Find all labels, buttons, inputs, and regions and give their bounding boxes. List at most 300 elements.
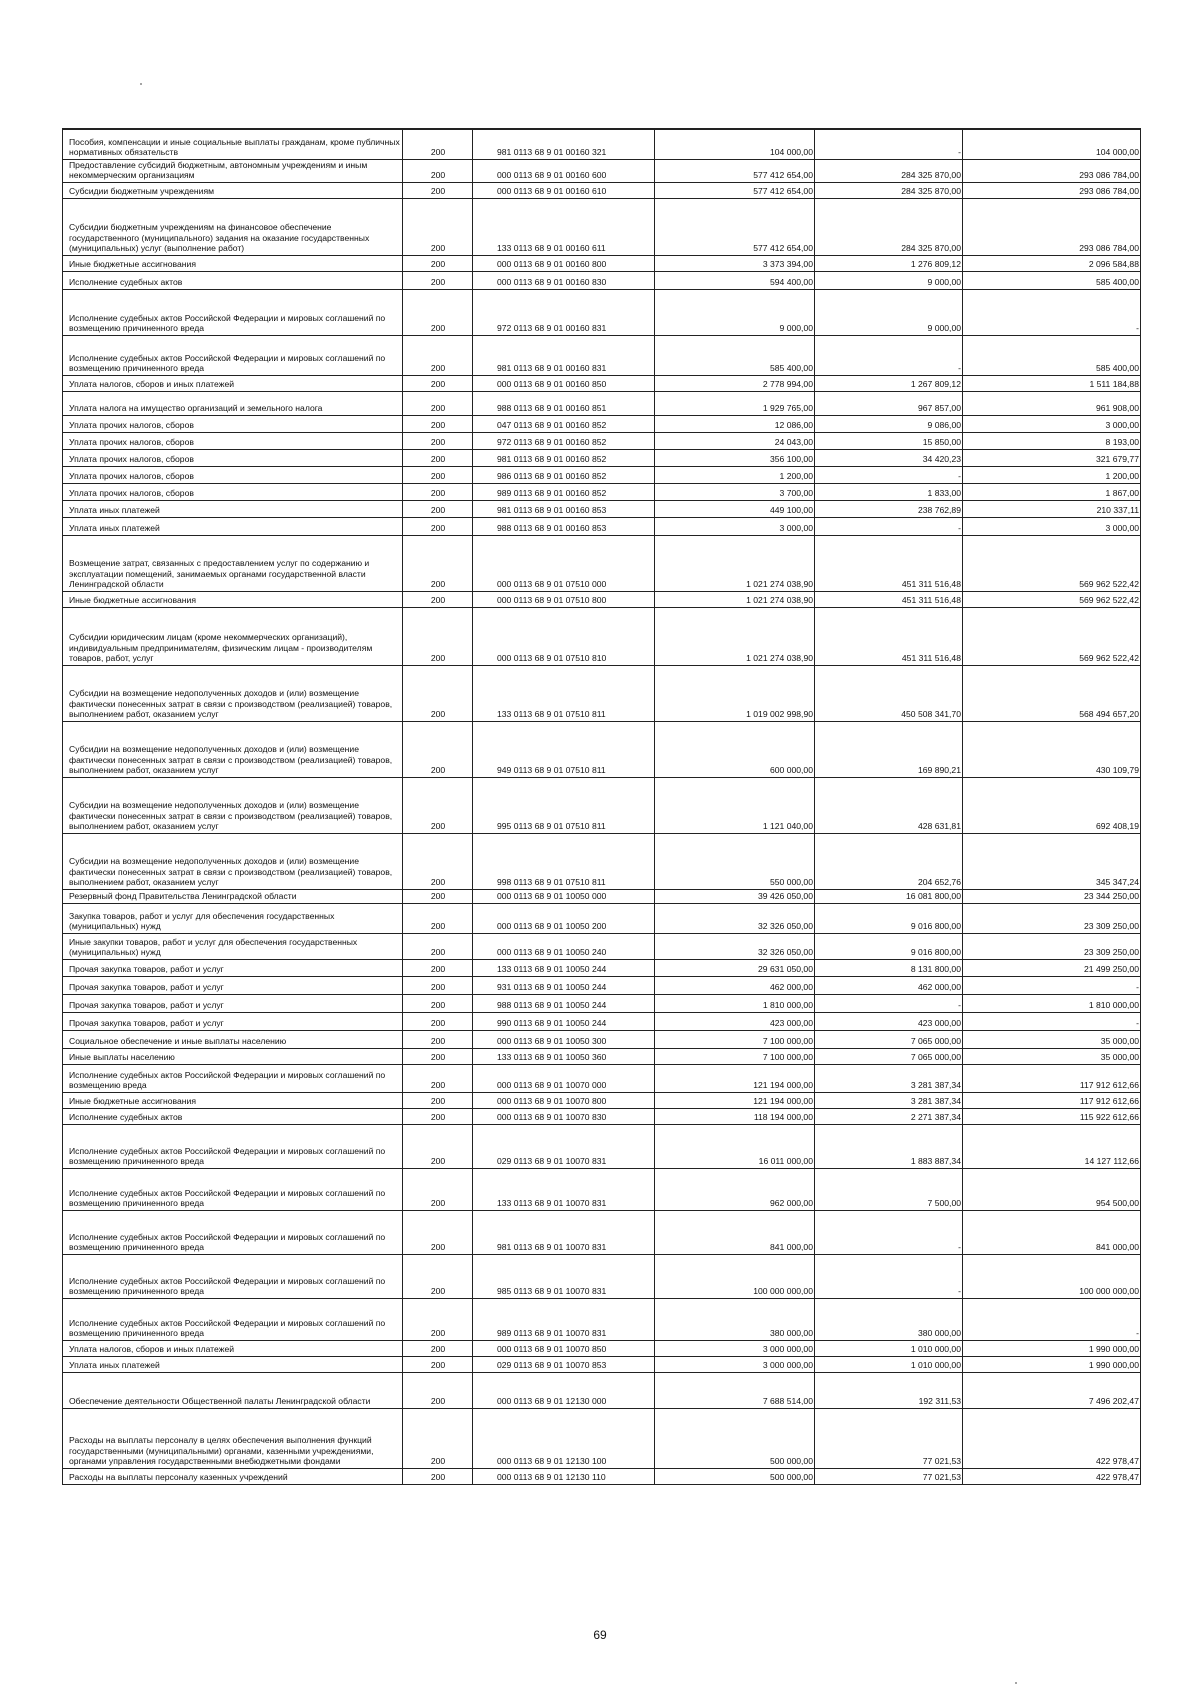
row-approved-amount: 3 000 000,00	[655, 1340, 815, 1356]
row-remaining-amount: 1 867,00	[963, 483, 1141, 500]
row-executed-amount: 451 311 516,48	[815, 535, 963, 591]
row-remaining-amount: 7 496 202,47	[963, 1372, 1141, 1408]
row-line-code: 200	[403, 1012, 473, 1030]
row-approved-amount: 32 326 050,00	[655, 933, 815, 959]
row-approved-amount: 104 000,00	[655, 129, 815, 159]
row-budget-code: 949 0113 68 9 01 07510 811	[473, 721, 655, 777]
row-budget-code: 133 0113 68 9 01 10070 831	[473, 1168, 655, 1210]
row-budget-code: 931 0113 68 9 01 10050 244	[473, 976, 655, 994]
row-remaining-amount: 115 922 612,66	[963, 1108, 1141, 1124]
page-number: 69	[593, 1628, 607, 1642]
row-approved-amount: 29 631 050,00	[655, 959, 815, 976]
row-executed-amount: 9 000,00	[815, 271, 963, 289]
table-body	[63, 129, 1141, 1484]
row-line-code: 200	[403, 607, 473, 665]
row-line-code: 200	[403, 1064, 473, 1092]
row-line-code: 200	[403, 833, 473, 889]
row-remaining-amount: 569 962 522,42	[963, 591, 1141, 607]
row-remaining-amount: 117 912 612,66	[963, 1092, 1141, 1108]
table-row	[63, 607, 1141, 665]
row-line-code: 200	[403, 1108, 473, 1124]
row-remaining-amount: 23 309 250,00	[963, 903, 1141, 933]
row-executed-amount: 1 883 887,34	[815, 1124, 963, 1168]
row-remaining-amount: 1 810 000,00	[963, 994, 1141, 1012]
row-name: Обеспечение деятельности Общественной палаты Ленинградской области	[63, 1372, 403, 1408]
row-remaining-amount: 23 309 250,00	[963, 933, 1141, 959]
row-executed-amount: 169 890,21	[815, 721, 963, 777]
row-remaining-amount: 8 193,00	[963, 432, 1141, 449]
table-row	[63, 375, 1141, 391]
row-approved-amount: 118 194 000,00	[655, 1108, 815, 1124]
row-name: Социальное обеспечение и иные выплаты населению	[63, 1030, 403, 1048]
row-budget-code: 133 0113 68 9 01 10050 360	[473, 1048, 655, 1064]
table-row	[63, 1108, 1141, 1124]
table-row	[63, 535, 1141, 591]
row-executed-amount: -	[815, 466, 963, 483]
row-name: Уплата налогов, сборов и иных платежей	[63, 375, 403, 391]
row-executed-amount: -	[815, 335, 963, 375]
table-row	[63, 1124, 1141, 1168]
row-budget-code: 000 0113 68 9 01 10050 240	[473, 933, 655, 959]
table-row	[63, 721, 1141, 777]
row-name: Исполнение судебных актов Российской Федерации и мировых соглашений по возмещению вреда	[63, 1064, 403, 1092]
row-line-code: 200	[403, 1210, 473, 1254]
row-executed-amount: 284 325 870,00	[815, 159, 963, 182]
row-approved-amount: 1 021 274 038,90	[655, 591, 815, 607]
row-line-code: 200	[403, 432, 473, 449]
row-approved-amount: 3 000 000,00	[655, 1356, 815, 1372]
row-executed-amount: 238 762,89	[815, 500, 963, 517]
row-name: Уплата прочих налогов, сборов	[63, 449, 403, 466]
row-name: Исполнение судебных актов Российской Федерации и мировых соглашений по возмещению причиненного вреда	[63, 1210, 403, 1254]
row-name: Субсидии юридическим лицам (кроме некоммерческих организаций), индивидуальным предпринимателям, физическим лицам - производителям товаров, работ, услуг	[63, 607, 403, 665]
row-executed-amount: 428 631,81	[815, 777, 963, 833]
row-line-code: 200	[403, 159, 473, 182]
row-name: Пособия, компенсации и иные социальные выплаты гражданам, кроме публичных нормативных обязательств	[63, 129, 403, 159]
row-executed-amount: 7 065 000,00	[815, 1048, 963, 1064]
row-line-code: 200	[403, 1372, 473, 1408]
row-name: Расходы на выплаты персоналу казенных учреждений	[63, 1468, 403, 1484]
table-row	[63, 1210, 1141, 1254]
row-remaining-amount: 1 990 000,00	[963, 1356, 1141, 1372]
table-row	[63, 432, 1141, 449]
row-executed-amount: -	[815, 1210, 963, 1254]
row-approved-amount: 1 019 002 998,90	[655, 665, 815, 721]
row-line-code: 200	[403, 1356, 473, 1372]
row-budget-code: 981 0113 68 9 01 00160 853	[473, 500, 655, 517]
row-executed-amount: 284 325 870,00	[815, 182, 963, 198]
row-budget-code: 000 0113 68 9 01 10070 800	[473, 1092, 655, 1108]
table-row	[63, 517, 1141, 535]
row-approved-amount: 423 000,00	[655, 1012, 815, 1030]
row-executed-amount: 451 311 516,48	[815, 591, 963, 607]
row-executed-amount: 450 508 341,70	[815, 665, 963, 721]
row-executed-amount: 7 500,00	[815, 1168, 963, 1210]
row-name: Субсидии на возмещение недополученных доходов и (или) возмещение фактически понесенных затрат в связи с производством (реализацией) товаров, выполнением работ, оказанием услуг	[63, 665, 403, 721]
row-name: Уплата налога на имущество организаций и земельного налога	[63, 391, 403, 415]
row-executed-amount: -	[815, 129, 963, 159]
row-name: Уплата прочих налогов, сборов	[63, 415, 403, 432]
row-name: Исполнение судебных актов Российской Федерации и мировых соглашений по возмещению причиненного вреда	[63, 289, 403, 335]
table-row	[63, 1408, 1141, 1468]
row-remaining-amount: 345 347,24	[963, 833, 1141, 889]
row-budget-code: 998 0113 68 9 01 07510 811	[473, 833, 655, 889]
row-name: Субсидии на возмещение недополученных доходов и (или) возмещение фактически понесенных затрат в связи с производством (реализацией) товаров, выполнением работ, оказанием услуг	[63, 721, 403, 777]
row-budget-code: 988 0113 68 9 01 00160 853	[473, 517, 655, 535]
row-budget-code: 133 0113 68 9 01 07510 811	[473, 665, 655, 721]
row-approved-amount: 600 000,00	[655, 721, 815, 777]
row-budget-code: 972 0113 68 9 01 00160 831	[473, 289, 655, 335]
budget-execution-table	[62, 128, 1141, 1485]
table-row	[63, 833, 1141, 889]
row-remaining-amount: 569 962 522,42	[963, 535, 1141, 591]
row-name: Исполнение судебных актов Российской Федерации и мировых соглашений по возмещению причиненного вреда	[63, 1254, 403, 1298]
row-remaining-amount: 100 000 000,00	[963, 1254, 1141, 1298]
row-budget-code: 000 0113 68 9 01 10050 200	[473, 903, 655, 933]
table-row	[63, 483, 1141, 500]
row-line-code: 200	[403, 959, 473, 976]
row-line-code: 200	[403, 1340, 473, 1356]
row-approved-amount: 500 000,00	[655, 1408, 815, 1468]
row-approved-amount: 594 400,00	[655, 271, 815, 289]
row-budget-code: 000 0113 68 9 01 10070 850	[473, 1340, 655, 1356]
row-remaining-amount: 430 109,79	[963, 721, 1141, 777]
row-budget-code: 985 0113 68 9 01 10070 831	[473, 1254, 655, 1298]
row-approved-amount: 3 373 394,00	[655, 255, 815, 271]
row-remaining-amount: 585 400,00	[963, 271, 1141, 289]
row-line-code: 200	[403, 721, 473, 777]
row-name: Субсидии бюджетным учреждениям на финансовое обеспечение государственного (муниципального) задания на оказание государственных (муниципальных) услуг (выполнение работ)	[63, 198, 403, 255]
row-budget-code: 986 0113 68 9 01 00160 852	[473, 466, 655, 483]
row-remaining-amount: 293 086 784,00	[963, 159, 1141, 182]
row-executed-amount: 423 000,00	[815, 1012, 963, 1030]
table-row	[63, 1048, 1141, 1064]
table-row	[63, 889, 1141, 903]
row-name: Иные закупки товаров, работ и услуг для обеспечения государственных (муниципальных) нужд	[63, 933, 403, 959]
row-name: Уплата прочих налогов, сборов	[63, 466, 403, 483]
row-name: Прочая закупка товаров, работ и услуг	[63, 994, 403, 1012]
row-line-code: 200	[403, 500, 473, 517]
row-executed-amount: 9 086,00	[815, 415, 963, 432]
row-remaining-amount: 841 000,00	[963, 1210, 1141, 1254]
row-remaining-amount: 35 000,00	[963, 1048, 1141, 1064]
row-budget-code: 000 0113 68 9 01 00160 850	[473, 375, 655, 391]
row-line-code: 200	[403, 391, 473, 415]
row-budget-code: 000 0113 68 9 01 10050 000	[473, 889, 655, 903]
row-budget-code: 000 0113 68 9 01 07510 800	[473, 591, 655, 607]
row-remaining-amount: 21 499 250,00	[963, 959, 1141, 976]
table-row	[63, 777, 1141, 833]
table-row	[63, 1254, 1141, 1298]
row-name: Закупка товаров, работ и услуг для обеспечения государственных (муниципальных) нужд	[63, 903, 403, 933]
row-budget-code: 995 0113 68 9 01 07510 811	[473, 777, 655, 833]
scan-speck	[140, 83, 142, 85]
row-approved-amount: 7 688 514,00	[655, 1372, 815, 1408]
row-remaining-amount: -	[963, 289, 1141, 335]
row-executed-amount: 3 281 387,34	[815, 1064, 963, 1092]
row-approved-amount: 39 426 050,00	[655, 889, 815, 903]
table-row	[63, 591, 1141, 607]
row-line-code: 200	[403, 466, 473, 483]
row-line-code: 200	[403, 129, 473, 159]
row-executed-amount: 3 281 387,34	[815, 1092, 963, 1108]
row-line-code: 200	[403, 1030, 473, 1048]
table-row	[63, 449, 1141, 466]
row-line-code: 200	[403, 255, 473, 271]
row-approved-amount: 356 100,00	[655, 449, 815, 466]
row-executed-amount: 1 267 809,12	[815, 375, 963, 391]
row-approved-amount: 500 000,00	[655, 1468, 815, 1484]
row-line-code: 200	[403, 889, 473, 903]
row-budget-code: 000 0113 68 9 01 12130 000	[473, 1372, 655, 1408]
table-row	[63, 1340, 1141, 1356]
row-executed-amount: 284 325 870,00	[815, 198, 963, 255]
table-row	[63, 129, 1141, 159]
row-remaining-amount: -	[963, 1012, 1141, 1030]
table-row	[63, 198, 1141, 255]
row-approved-amount: 32 326 050,00	[655, 903, 815, 933]
row-remaining-amount: 117 912 612,66	[963, 1064, 1141, 1092]
row-name: Уплата прочих налогов, сборов	[63, 432, 403, 449]
row-name: Резервный фонд Правительства Ленинградской области	[63, 889, 403, 903]
row-approved-amount: 9 000,00	[655, 289, 815, 335]
row-line-code: 200	[403, 517, 473, 535]
row-line-code: 200	[403, 1092, 473, 1108]
table-row	[63, 959, 1141, 976]
row-budget-code: 029 0113 68 9 01 10070 831	[473, 1124, 655, 1168]
row-line-code: 200	[403, 976, 473, 994]
row-approved-amount: 1 929 765,00	[655, 391, 815, 415]
row-budget-code: 000 0113 68 9 01 12130 110	[473, 1468, 655, 1484]
table-row	[63, 255, 1141, 271]
row-line-code: 200	[403, 535, 473, 591]
row-approved-amount: 1 810 000,00	[655, 994, 815, 1012]
row-executed-amount: 1 010 000,00	[815, 1340, 963, 1356]
table-row	[63, 933, 1141, 959]
row-executed-amount: 451 311 516,48	[815, 607, 963, 665]
row-line-code: 200	[403, 1048, 473, 1064]
table-row	[63, 1064, 1141, 1092]
table-row	[63, 415, 1141, 432]
row-line-code: 200	[403, 1254, 473, 1298]
row-approved-amount: 585 400,00	[655, 335, 815, 375]
row-remaining-amount: 961 908,00	[963, 391, 1141, 415]
row-budget-code: 000 0113 68 9 01 00160 830	[473, 271, 655, 289]
row-line-code: 200	[403, 665, 473, 721]
row-budget-code: 000 0113 68 9 01 12130 100	[473, 1408, 655, 1468]
row-executed-amount: 7 065 000,00	[815, 1030, 963, 1048]
row-name: Исполнение судебных актов Российской Федерации и мировых соглашений по возмещению причиненного вреда	[63, 1298, 403, 1340]
row-approved-amount: 3 700,00	[655, 483, 815, 500]
row-approved-amount: 7 100 000,00	[655, 1030, 815, 1048]
row-name: Субсидии на возмещение недополученных доходов и (или) возмещение фактически понесенных затрат в связи с производством (реализацией) товаров, выполнением работ, оказанием услуг	[63, 833, 403, 889]
row-approved-amount: 121 194 000,00	[655, 1092, 815, 1108]
table-row	[63, 1468, 1141, 1484]
row-executed-amount: 462 000,00	[815, 976, 963, 994]
row-approved-amount: 24 043,00	[655, 432, 815, 449]
table-row	[63, 391, 1141, 415]
row-line-code: 200	[403, 335, 473, 375]
row-remaining-amount: 1 200,00	[963, 466, 1141, 483]
row-budget-code: 981 0113 68 9 01 00160 852	[473, 449, 655, 466]
row-approved-amount: 962 000,00	[655, 1168, 815, 1210]
row-line-code: 200	[403, 1298, 473, 1340]
table-row	[63, 1030, 1141, 1048]
row-budget-code: 000 0113 68 9 01 07510 810	[473, 607, 655, 665]
row-approved-amount: 7 100 000,00	[655, 1048, 815, 1064]
row-budget-code: 047 0113 68 9 01 00160 852	[473, 415, 655, 432]
scan-speck	[1015, 1682, 1017, 1684]
row-name: Субсидии на возмещение недополученных доходов и (или) возмещение фактически понесенных затрат в связи с производством (реализацией) товаров, выполнением работ, оказанием услуг	[63, 777, 403, 833]
row-remaining-amount: -	[963, 1298, 1141, 1340]
row-budget-code: 000 0113 68 9 01 00160 610	[473, 182, 655, 198]
row-approved-amount: 1 021 274 038,90	[655, 607, 815, 665]
row-name: Прочая закупка товаров, работ и услуг	[63, 976, 403, 994]
row-name: Иные бюджетные ассигнования	[63, 591, 403, 607]
row-line-code: 200	[403, 182, 473, 198]
row-line-code: 200	[403, 1168, 473, 1210]
row-approved-amount: 1 121 040,00	[655, 777, 815, 833]
row-executed-amount: -	[815, 994, 963, 1012]
row-name: Прочая закупка товаров, работ и услуг	[63, 959, 403, 976]
row-approved-amount: 380 000,00	[655, 1298, 815, 1340]
row-approved-amount: 841 000,00	[655, 1210, 815, 1254]
row-budget-code: 988 0113 68 9 01 10050 244	[473, 994, 655, 1012]
table-row	[63, 466, 1141, 483]
row-budget-code: 989 0113 68 9 01 10070 831	[473, 1298, 655, 1340]
table-row	[63, 335, 1141, 375]
row-name: Возмещение затрат, связанных с предоставлением услуг по содержанию и эксплуатации помещений, занимаемых органами государственной власти Ленинградской области	[63, 535, 403, 591]
row-name: Исполнение судебных актов Российской Федерации и мировых соглашений по возмещению причиненного вреда	[63, 335, 403, 375]
row-remaining-amount: 569 962 522,42	[963, 607, 1141, 665]
row-approved-amount: 449 100,00	[655, 500, 815, 517]
table-row	[63, 271, 1141, 289]
row-remaining-amount: 210 337,11	[963, 500, 1141, 517]
table-row	[63, 1012, 1141, 1030]
row-executed-amount: 16 081 800,00	[815, 889, 963, 903]
row-line-code: 200	[403, 415, 473, 432]
row-line-code: 200	[403, 777, 473, 833]
row-approved-amount: 3 000,00	[655, 517, 815, 535]
row-remaining-amount: 3 000,00	[963, 517, 1141, 535]
table-row	[63, 289, 1141, 335]
row-remaining-amount: 321 679,77	[963, 449, 1141, 466]
row-executed-amount: 967 857,00	[815, 391, 963, 415]
row-line-code: 200	[403, 1468, 473, 1484]
row-budget-code: 981 0113 68 9 01 10070 831	[473, 1210, 655, 1254]
table-row	[63, 500, 1141, 517]
row-approved-amount: 577 412 654,00	[655, 182, 815, 198]
row-budget-code: 988 0113 68 9 01 00160 851	[473, 391, 655, 415]
table-row	[63, 903, 1141, 933]
row-line-code: 200	[403, 1124, 473, 1168]
row-approved-amount: 577 412 654,00	[655, 159, 815, 182]
row-remaining-amount: 14 127 112,66	[963, 1124, 1141, 1168]
row-executed-amount: 380 000,00	[815, 1298, 963, 1340]
table-row	[63, 976, 1141, 994]
row-executed-amount: -	[815, 517, 963, 535]
table-row	[63, 1298, 1141, 1340]
row-budget-code: 000 0113 68 9 01 00160 800	[473, 255, 655, 271]
row-approved-amount: 1 200,00	[655, 466, 815, 483]
row-executed-amount: 9 016 800,00	[815, 933, 963, 959]
row-line-code: 200	[403, 1408, 473, 1468]
row-budget-code: 990 0113 68 9 01 10050 244	[473, 1012, 655, 1030]
row-remaining-amount: 3 000,00	[963, 415, 1141, 432]
table-row	[63, 1092, 1141, 1108]
row-approved-amount: 1 021 274 038,90	[655, 535, 815, 591]
row-remaining-amount: -	[963, 976, 1141, 994]
row-remaining-amount: 293 086 784,00	[963, 182, 1141, 198]
table-row	[63, 159, 1141, 182]
row-budget-code: 981 0113 68 9 01 00160 321	[473, 129, 655, 159]
row-name: Предоставление субсидий бюджетным, автономным учреждениям и иным некоммерческим организациям	[63, 159, 403, 182]
table-row	[63, 994, 1141, 1012]
row-executed-amount: 8 131 800,00	[815, 959, 963, 976]
row-remaining-amount: 23 344 250,00	[963, 889, 1141, 903]
row-name: Исполнение судебных актов	[63, 1108, 403, 1124]
row-executed-amount: 9 000,00	[815, 289, 963, 335]
row-budget-code: 981 0113 68 9 01 00160 831	[473, 335, 655, 375]
row-executed-amount: 15 850,00	[815, 432, 963, 449]
row-line-code: 200	[403, 903, 473, 933]
row-executed-amount: 1 010 000,00	[815, 1356, 963, 1372]
row-executed-amount: 9 016 800,00	[815, 903, 963, 933]
row-remaining-amount: 293 086 784,00	[963, 198, 1141, 255]
row-budget-code: 133 0113 68 9 01 00160 611	[473, 198, 655, 255]
row-name: Расходы на выплаты персоналу в целях обеспечения выполнения функций государственными (муниципальными) органами, казенными учреждениями, органами управления государственными внебюджетными фондами	[63, 1408, 403, 1468]
row-line-code: 200	[403, 994, 473, 1012]
row-executed-amount: 1 276 809,12	[815, 255, 963, 271]
row-budget-code: 133 0113 68 9 01 10050 244	[473, 959, 655, 976]
row-line-code: 200	[403, 449, 473, 466]
row-budget-code: 029 0113 68 9 01 10070 853	[473, 1356, 655, 1372]
row-name: Уплата иных платежей	[63, 517, 403, 535]
row-name: Иные бюджетные ассигнования	[63, 255, 403, 271]
table-row	[63, 665, 1141, 721]
row-remaining-amount: 1 511 184,88	[963, 375, 1141, 391]
row-budget-code: 989 0113 68 9 01 00160 852	[473, 483, 655, 500]
row-remaining-amount: 35 000,00	[963, 1030, 1141, 1048]
row-budget-code: 000 0113 68 9 01 10050 300	[473, 1030, 655, 1048]
row-approved-amount: 462 000,00	[655, 976, 815, 994]
row-name: Уплата иных платежей	[63, 1356, 403, 1372]
row-name: Иные выплаты населению	[63, 1048, 403, 1064]
row-budget-code: 000 0113 68 9 01 00160 600	[473, 159, 655, 182]
row-approved-amount: 121 194 000,00	[655, 1064, 815, 1092]
row-remaining-amount: 1 990 000,00	[963, 1340, 1141, 1356]
row-remaining-amount: 422 978,47	[963, 1468, 1141, 1484]
row-name: Иные бюджетные ассигнования	[63, 1092, 403, 1108]
table-row	[63, 182, 1141, 198]
row-executed-amount: 77 021,53	[815, 1408, 963, 1468]
row-line-code: 200	[403, 271, 473, 289]
row-remaining-amount: 585 400,00	[963, 335, 1141, 375]
row-executed-amount: 1 833,00	[815, 483, 963, 500]
row-line-code: 200	[403, 289, 473, 335]
row-line-code: 200	[403, 591, 473, 607]
row-line-code: 200	[403, 933, 473, 959]
row-executed-amount: 204 652,76	[815, 833, 963, 889]
row-remaining-amount: 422 978,47	[963, 1408, 1141, 1468]
row-budget-code: 972 0113 68 9 01 00160 852	[473, 432, 655, 449]
row-approved-amount: 16 011 000,00	[655, 1124, 815, 1168]
table-row	[63, 1372, 1141, 1408]
row-executed-amount: 77 021,53	[815, 1468, 963, 1484]
row-approved-amount: 12 086,00	[655, 415, 815, 432]
row-approved-amount: 100 000 000,00	[655, 1254, 815, 1298]
row-approved-amount: 550 000,00	[655, 833, 815, 889]
